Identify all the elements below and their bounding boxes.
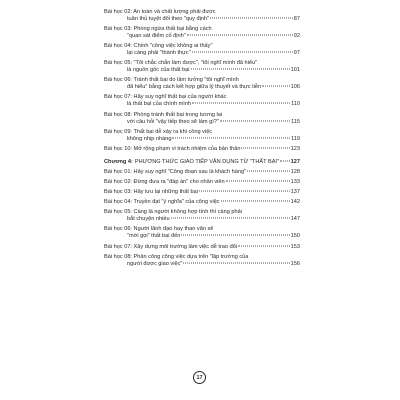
dot-leader [241,147,289,148]
toc-page-number: 123 [290,145,300,152]
table-of-contents [104,9,300,271]
toc-entry-text: Bài học 06: Tránh thất bại do lầm tưởng "tôi nghĩ mình [104,77,239,84]
toc-entry-text: không nhịp nhàng [127,135,172,142]
toc-entry[interactable] [104,209,300,223]
toc-entry[interactable] [104,146,300,153]
toc-entry[interactable] [104,9,300,23]
dot-leader [210,18,293,19]
toc-page-number: 127 [290,158,300,165]
toc-entry-text: Bài học 04: Chính "công việc không ai thấy" [104,43,213,50]
toc-entry[interactable] [104,94,300,108]
dot-leader [220,120,290,121]
toc-page-number: 87 [293,16,300,22]
dot-leader [280,160,290,161]
chapter-title: PHƯƠNG THỨC GIAO TIẾP VẬN DỤNG TỪ "THẤT BẠI" [134,158,279,165]
dot-leader [192,52,293,53]
toc-entry-text: là thất bại của chính mình [127,101,192,108]
chapter-label: Chương 4: [104,158,133,165]
toc-entry[interactable] [104,254,300,268]
toc-entry[interactable] [104,112,300,126]
toc-entry-text: Bài học 02: An toàn và chất lượng phải được [104,9,216,15]
dot-leader [199,191,290,192]
toc-entry-text: "quan sát điểm cố định" [127,33,186,40]
toc-entry[interactable] [104,129,300,143]
toc-page-number: 150 [290,233,300,240]
toc-entry[interactable] [104,226,300,240]
toc-entry-text: Bài học 05: "Tôi chắc chắn làm được", "tôi nghĩ mình đã hiểu" [104,60,258,67]
toc-page-number: 92 [293,33,300,40]
toc-entry-text: Bài học 02: Đừng đưa ra "đáp án" cho nhân viên [104,179,225,186]
toc-entry[interactable] [104,244,300,251]
dot-leader [247,170,290,171]
toc-page-number: 156 [290,260,300,267]
toc-entry[interactable] [104,60,300,74]
toc-entry-text: tuân thủ tuyệt đối theo "quy định" [127,16,210,22]
toc-page-number: 110 [291,101,300,108]
toc-page-number: 137 [290,189,300,196]
toc-entry[interactable] [104,43,300,57]
toc-entry[interactable] [104,26,300,40]
toc-entry-text: Bài học 01: Hãy suy nghĩ "Công đoạn sau là khách hàng" [104,168,247,175]
toc-entry-text: người được giao việc" [127,260,183,267]
toc-entry[interactable] [104,189,300,196]
toc-entry-text: Bài học 07: Hãy suy nghĩ thất bại của người khác [104,94,227,101]
dot-leader [221,201,290,202]
toc-page-number: 101 [290,67,300,74]
toc-entry-text: Bài học 05: Càng là người không hợp tính thì càng phải [104,209,242,216]
toc-entry-text: Bài học 07: Xây dựng môi trường làm việc dễ trao đổi [104,243,238,250]
toc-page-number: 133 [290,179,300,186]
dot-leader [172,137,290,138]
toc-entry-text: Bài học 03: Hãy lưu lại những thất bại [104,189,198,196]
toc-entry-text: đã hiểu" bằng cách kết hợp giữa lý thuyết và thực tiễn [127,84,262,91]
toc-page-number: 97 [293,50,300,57]
toc-page-number: 142 [290,199,300,206]
dot-leader [226,181,290,182]
dot-leader [262,86,290,87]
toc-entry-text: Bài học 10: Mở rộng phạm vi trách nhiệm của bản thân [104,145,241,152]
toc-entry-text: với câu hỏi "vậy tiếp theo sẽ làm gì?" [127,118,219,125]
dot-leader [192,103,290,104]
toc-entry[interactable] [104,179,300,186]
dot-leader [238,245,290,246]
dot-leader [191,69,290,70]
toc-entry-text: Bài học 08: Phân công công việc dựa trên "lập trường của [104,253,249,260]
toc-entry-text: là nguồn gốc của thất bại [127,67,190,74]
dot-leader [187,35,293,36]
dot-leader [171,218,290,219]
toc-page-number: 147 [290,216,300,223]
toc-page-number: 119 [291,135,300,142]
toc-page-number: 153 [290,243,300,250]
dot-leader [183,262,289,263]
toc-entry-text: Bài học 04: Truyền đạt "ý nghĩa" của công việc [104,199,220,206]
page-number: 17 [193,371,206,384]
toc-page-number: 115 [291,118,300,125]
toc-entry-text: lại càng phải "thành thực" [127,50,191,57]
toc-entry-text: Bài học 03: Phòng ngừa thất bại bằng cách [104,26,212,33]
toc-chapter-entry[interactable] [104,159,300,166]
toc-entry-text: "mời gọi" thất bại đến [127,233,181,240]
toc-entry-text: Bài học 09: Thất bại dễ xảy ra khi công việc [104,128,213,135]
toc-entry-text: Bài học 08: Phòng tránh thất bại trong tương lai [104,111,223,118]
toc-entry-text: bắt chuyện nhiều [127,216,170,223]
dot-leader [181,235,289,236]
toc-entry[interactable] [104,169,300,176]
toc-page-number: 106 [290,84,300,91]
toc-entry-text: Bài học 06: Người lãnh đạo hay than vãn sẽ [104,226,214,233]
toc-entry[interactable] [104,77,300,91]
toc-page-number: 128 [290,168,300,175]
toc-entry[interactable] [104,199,300,206]
